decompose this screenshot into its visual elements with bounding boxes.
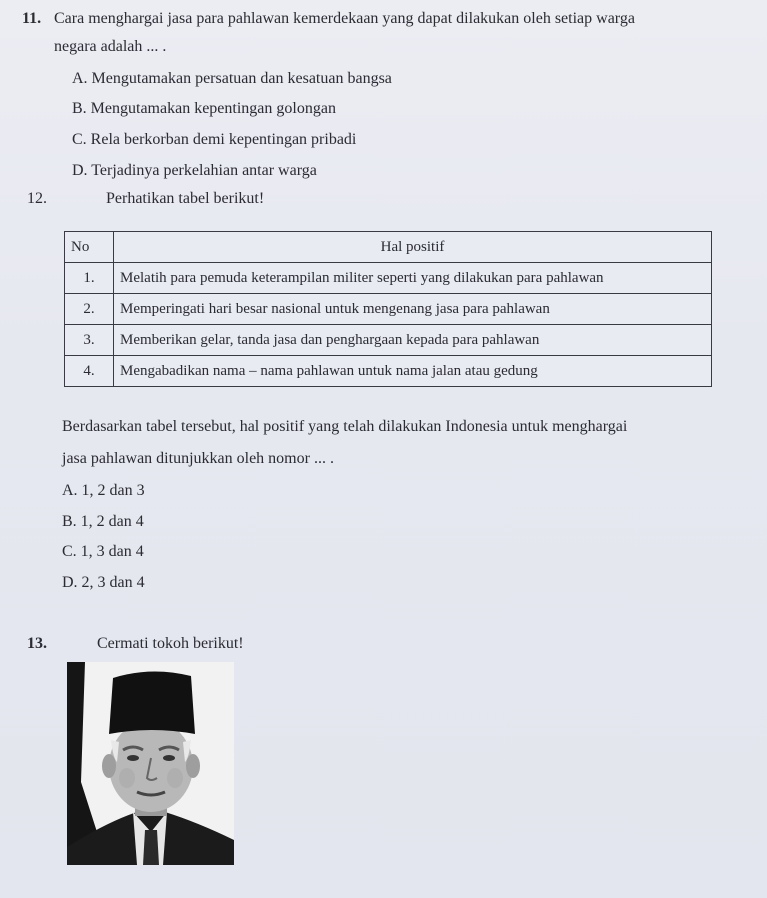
q12-text-line1: Berdasarkan tabel tersebut, hal positif yang telah dilakukan Indonesia untuk menghargai (62, 418, 628, 435)
q12-option-a: A. 1, 2 dan 3 (62, 482, 145, 499)
table-row (65, 294, 712, 325)
table-cell-text: Melatih para pemuda keterampilan militer seperti yang dilakukan para pahlawan (114, 263, 712, 294)
q13-number: 13. (27, 635, 47, 652)
table-cell-text: Memperingati hari besar nasional untuk mengenang jasa para pahlawan (114, 294, 712, 325)
table-row (65, 356, 712, 387)
q12-text-line2: jasa pahlawan ditunjukkan oleh nomor ... . (62, 450, 334, 467)
q12-number: 12. (27, 190, 47, 207)
q13-intro: Cermati tokoh berikut! (97, 635, 244, 652)
table-cell-text: Memberikan gelar, tanda jasa dan penghargaan kepada para pahlawan (114, 325, 712, 356)
table-header-row (65, 232, 712, 263)
portrait-illustration (67, 662, 234, 865)
hero-portrait-photo (67, 662, 234, 865)
positive-actions-table (64, 231, 712, 387)
q12-option-b: B. 1, 2 dan 4 (62, 513, 144, 530)
table-cell-no: 3. (65, 325, 114, 356)
q12-option-c: C. 1, 3 dan 4 (62, 543, 144, 560)
q11-option-d: D. Terjadinya perkelahian antar warga (72, 162, 317, 179)
q11-option-c: C. Rela berkorban demi kepentingan pribadi (72, 131, 357, 148)
q12-option-d: D. 2, 3 dan 4 (62, 574, 145, 591)
table-row (65, 263, 712, 294)
q12-intro: Perhatikan tabel berikut! (106, 190, 265, 207)
q11-option-a: A. Mengutamakan persatuan dan kesatuan bangsa (72, 70, 392, 87)
q11-text-line1: Cara menghargai jasa para pahlawan kemerdekaan yang dapat dilakukan oleh setiap warga (54, 10, 635, 27)
q11-number: 11. (22, 10, 42, 27)
q11-text-line2: negara adalah ... . (54, 38, 167, 55)
table-header-no: No (65, 232, 114, 263)
q11-option-b: B. Mengutamakan kepentingan golongan (72, 100, 336, 117)
table-cell-no: 4. (65, 356, 114, 387)
table-header-hal-positif: Hal positif (114, 232, 712, 263)
table-cell-no: 2. (65, 294, 114, 325)
table-cell-text: Mengabadikan nama – nama pahlawan untuk nama jalan atau gedung (114, 356, 712, 387)
table-row (65, 325, 712, 356)
table-cell-no: 1. (65, 263, 114, 294)
